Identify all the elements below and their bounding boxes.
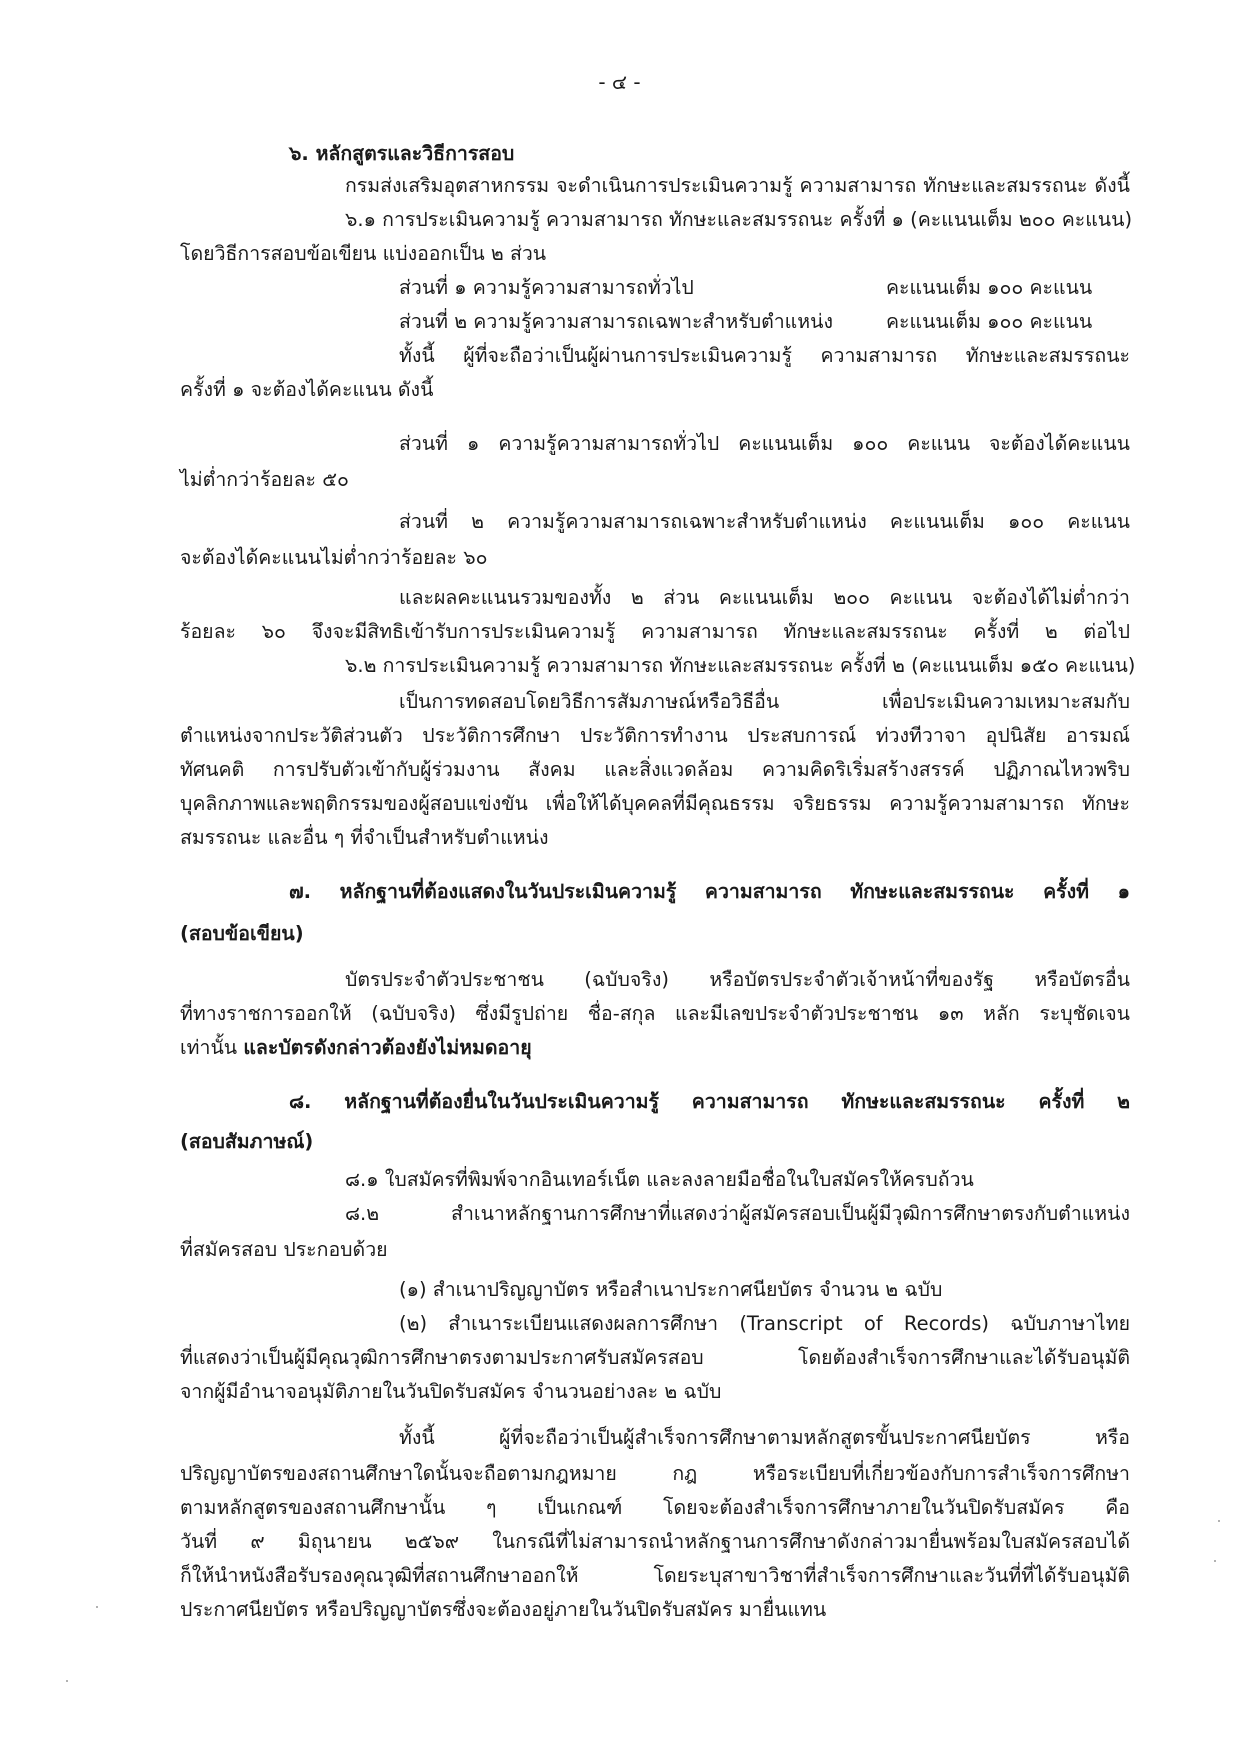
- section-7-heading-line-1: ๗. หลักฐานที่ต้องแสดงในวันประเมินความรู้ ความสามารถ ทักษะและสมรรถนะ ครั้งที่ ๑: [289, 880, 1130, 903]
- section-6-2-line-1: ๖.๒ การประเมินความรู้ ความสามารถ ทักษะและสมรรถนะ ครั้งที่ ๒ (คะแนนเต็ม ๑๕๐ คะแนน): [345, 654, 1136, 677]
- section-8-1: ๘.๑ ใบสมัครที่พิมพ์จากอินเทอร์เน็ต และลงลายมือชื่อในใบสมัครให้ครบถ้วน: [345, 1168, 974, 1191]
- section-8-2-line-1: ๘.๒ สำเนาหลักฐานการศึกษาที่แสดงว่าผู้สมัครสอบเป็นผู้มีวุฒิการศึกษาตรงกับตำแหน่ง: [345, 1202, 1130, 1225]
- note-line-5: ก็ให้นำหนังสือรับรองคุณวุฒิที่สถานศึกษาออกให้ โดยระบุสาขาวิชาที่สำเร็จการศึกษาและวันที่ที่ได้รับอนุมัติ: [180, 1564, 1130, 1587]
- section-6-2-line-5: บุคลิกภาพและพฤติกรรมของผู้สอบแข่งขัน เพื่อให้ได้บุคคลที่มีคุณธรรม จริยธรรม ความรู้ความสามารถ ทักษะ: [180, 792, 1130, 815]
- part-1-label: ส่วนที่ ๑ ความรู้ความสามารถทั่วไป: [399, 276, 694, 299]
- section-6-heading: ๖. หลักสูตรและวิธีการสอบ: [289, 142, 515, 165]
- part-1-score: คะแนนเต็ม ๑๐๐ คะแนน: [886, 276, 1093, 299]
- scan-speck: [1214, 1560, 1216, 1562]
- note-line-3: ตามหลักสูตรของสถานศึกษานั้น ๆ เป็นเกณฑ์ โดยจะต้องสำเร็จการศึกษาภายในวันปิดรับสมัคร คือ: [180, 1496, 1130, 1519]
- scan-speck: [66, 1680, 68, 1682]
- section-8-heading-line-2: (สอบสัมภาษณ์): [180, 1130, 314, 1153]
- section-6-1-line-1: ๖.๑ การประเมินความรู้ ความสามารถ ทักษะและสมรรถนะ ครั้งที่ ๑ (คะแนนเต็ม ๒๐๐ คะแนน): [345, 208, 1133, 231]
- document-item-1: (๑) สำเนาปริญญาบัตร หรือสำเนาประกาศนียบัตร จำนวน ๒ ฉบับ: [399, 1278, 943, 1301]
- document-item-2-line-1: (๒) สำเนาระเบียนแสดงผลการศึกษา (Transcript of Records) ฉบับภาษาไทย: [399, 1312, 1130, 1335]
- criteria-line-1: ทั้งนี้ ผู้ที่จะถือว่าเป็นผู้ผ่านการประเมินความรู้ ความสามารถ ทักษะและสมรรถนะ: [399, 344, 1130, 367]
- section-7-heading-line-2: (สอบข้อเขียน): [180, 922, 304, 945]
- section-7-body-line-2: ที่ทางราชการออกให้ (ฉบับจริง) ซึ่งมีรูปถ่าย ชื่อ-สกุล และมีเลขประจำตัวประชาชน ๑๓ หลัก ระบุชัดเจน: [180, 1002, 1130, 1025]
- document-item-2-line-3: จากผู้มีอำนาจอนุมัติภายในวันปิดรับสมัคร จำนวนอย่างละ ๒ ฉบับ: [180, 1380, 722, 1403]
- criterion-1-line-1: ส่วนที่ ๑ ความรู้ความสามารถทั่วไป คะแนนเต็ม ๑๐๐ คะแนน จะต้องได้คะแนน: [399, 432, 1130, 455]
- note-line-4: วันที่ ๙ มิถุนายน ๒๕๖๙ ในกรณีที่ไม่สามารถนำหลักฐานการศึกษาดังกล่าวมายื่นพร้อมใบสมัครสอบได้: [180, 1530, 1130, 1553]
- criterion-3-line-2: ร้อยละ ๖๐ จึงจะมีสิทธิเข้ารับการประเมินความรู้ ความสามารถ ทักษะและสมรรถนะ ครั้งที่ ๒ ต่อไป: [180, 620, 1130, 643]
- part-2-label: ส่วนที่ ๒ ความรู้ความสามารถเฉพาะสำหรับตำแหน่ง: [399, 310, 833, 333]
- section-8-heading-line-1: ๘. หลักฐานที่ต้องยื่นในวันประเมินความรู้ ความสามารถ ทักษะและสมรรถนะ ครั้งที่ ๒: [289, 1090, 1130, 1113]
- section-7-body-text: เท่านั้น: [180, 1036, 244, 1059]
- section-6-2-line-6: สมรรถนะ และอื่น ๆ ที่จำเป็นสำหรับตำแหน่ง: [180, 826, 549, 849]
- section-6-1-line-2: โดยวิธีการสอบข้อเขียน แบ่งออกเป็น ๒ ส่วน: [180, 242, 547, 265]
- criterion-2-line-2: จะต้องได้คะแนนไม่ต่ำกว่าร้อยละ ๖๐: [180, 546, 488, 569]
- criterion-3-line-1: และผลคะแนนรวมของทั้ง ๒ ส่วน คะแนนเต็ม ๒๐๐ คะแนน จะต้องได้ไม่ต่ำกว่า: [399, 586, 1130, 609]
- criterion-1-line-2: ไม่ต่ำกว่าร้อยละ ๕๐: [180, 468, 349, 491]
- criterion-2-line-1: ส่วนที่ ๒ ความรู้ความสามารถเฉพาะสำหรับตำแหน่ง คะแนนเต็ม ๑๐๐ คะแนน: [399, 510, 1130, 533]
- section-7-body-line-1: บัตรประจำตัวประชาชน (ฉบับจริง) หรือบัตรประจำตัวเจ้าหน้าที่ของรัฐ หรือบัตรอื่น: [345, 968, 1130, 991]
- document-item-2-line-2: ที่แสดงว่าเป็นผู้มีคุณวุฒิการศึกษาตรงตามประกาศรับสมัครสอบ โดยต้องสำเร็จการศึกษาและได้รับอนุมัติ: [180, 1346, 1130, 1369]
- section-6-2-line-4: ทัศนคติ การปรับตัวเข้ากับผู้ร่วมงาน สังคม และสิ่งแวดล้อม ความคิดริเริ่มสร้างสรรค์ ปฏิภาณไหวพริบ: [180, 758, 1130, 781]
- note-line-1: ทั้งนี้ ผู้ที่จะถือว่าเป็นผู้สำเร็จการศึกษาตามหลักสูตรขั้นประกาศนียบัตร หรือ: [399, 1426, 1130, 1449]
- section-7-body-line-3: [180, 1030, 532, 1066]
- note-line-2: ปริญญาบัตรของสถานศึกษาใดนั้นจะถือตามกฎหมาย กฎ หรือระเบียบที่เกี่ยวข้องกับการสำเร็จการศึกษา: [180, 1462, 1130, 1485]
- section-8-2-line-2: ที่สมัครสอบ ประกอบด้วย: [180, 1238, 388, 1261]
- page-number: - ๔ -: [598, 70, 641, 94]
- section-6-2-line-3: ตำแหน่งจากประวัติส่วนตัว ประวัติการศึกษา ประวัติการทำงาน ประสบการณ์ ท่วงทีวาจา อุปนิสัย อารมณ์: [180, 724, 1130, 747]
- scan-speck: [96, 1606, 98, 1608]
- section-6-intro: กรมส่งเสริมอุตสาหกรรม จะดำเนินการประเมินความรู้ ความสามารถ ทักษะและสมรรถนะ ดังนี้: [345, 174, 1130, 197]
- criteria-line-2: ครั้งที่ ๑ จะต้องได้คะแนน ดังนี้: [180, 378, 434, 401]
- scan-speck: [1218, 1520, 1220, 1522]
- note-line-6: ประกาศนียบัตร หรือปริญญาบัตรซึ่งจะต้องอยู่ภายในวันปิดรับสมัคร มายื่นแทน: [180, 1598, 827, 1621]
- section-6-2-line-2: เป็นการทดสอบโดยวิธีการสัมภาษณ์หรือวิธีอื่น เพื่อประเมินความเหมาะสมกับ: [399, 690, 1130, 713]
- section-7-emphasis: และบัตรดังกล่าวต้องยังไม่หมดอายุ: [243, 1036, 532, 1059]
- part-2-score: คะแนนเต็ม ๑๐๐ คะแนน: [886, 310, 1093, 333]
